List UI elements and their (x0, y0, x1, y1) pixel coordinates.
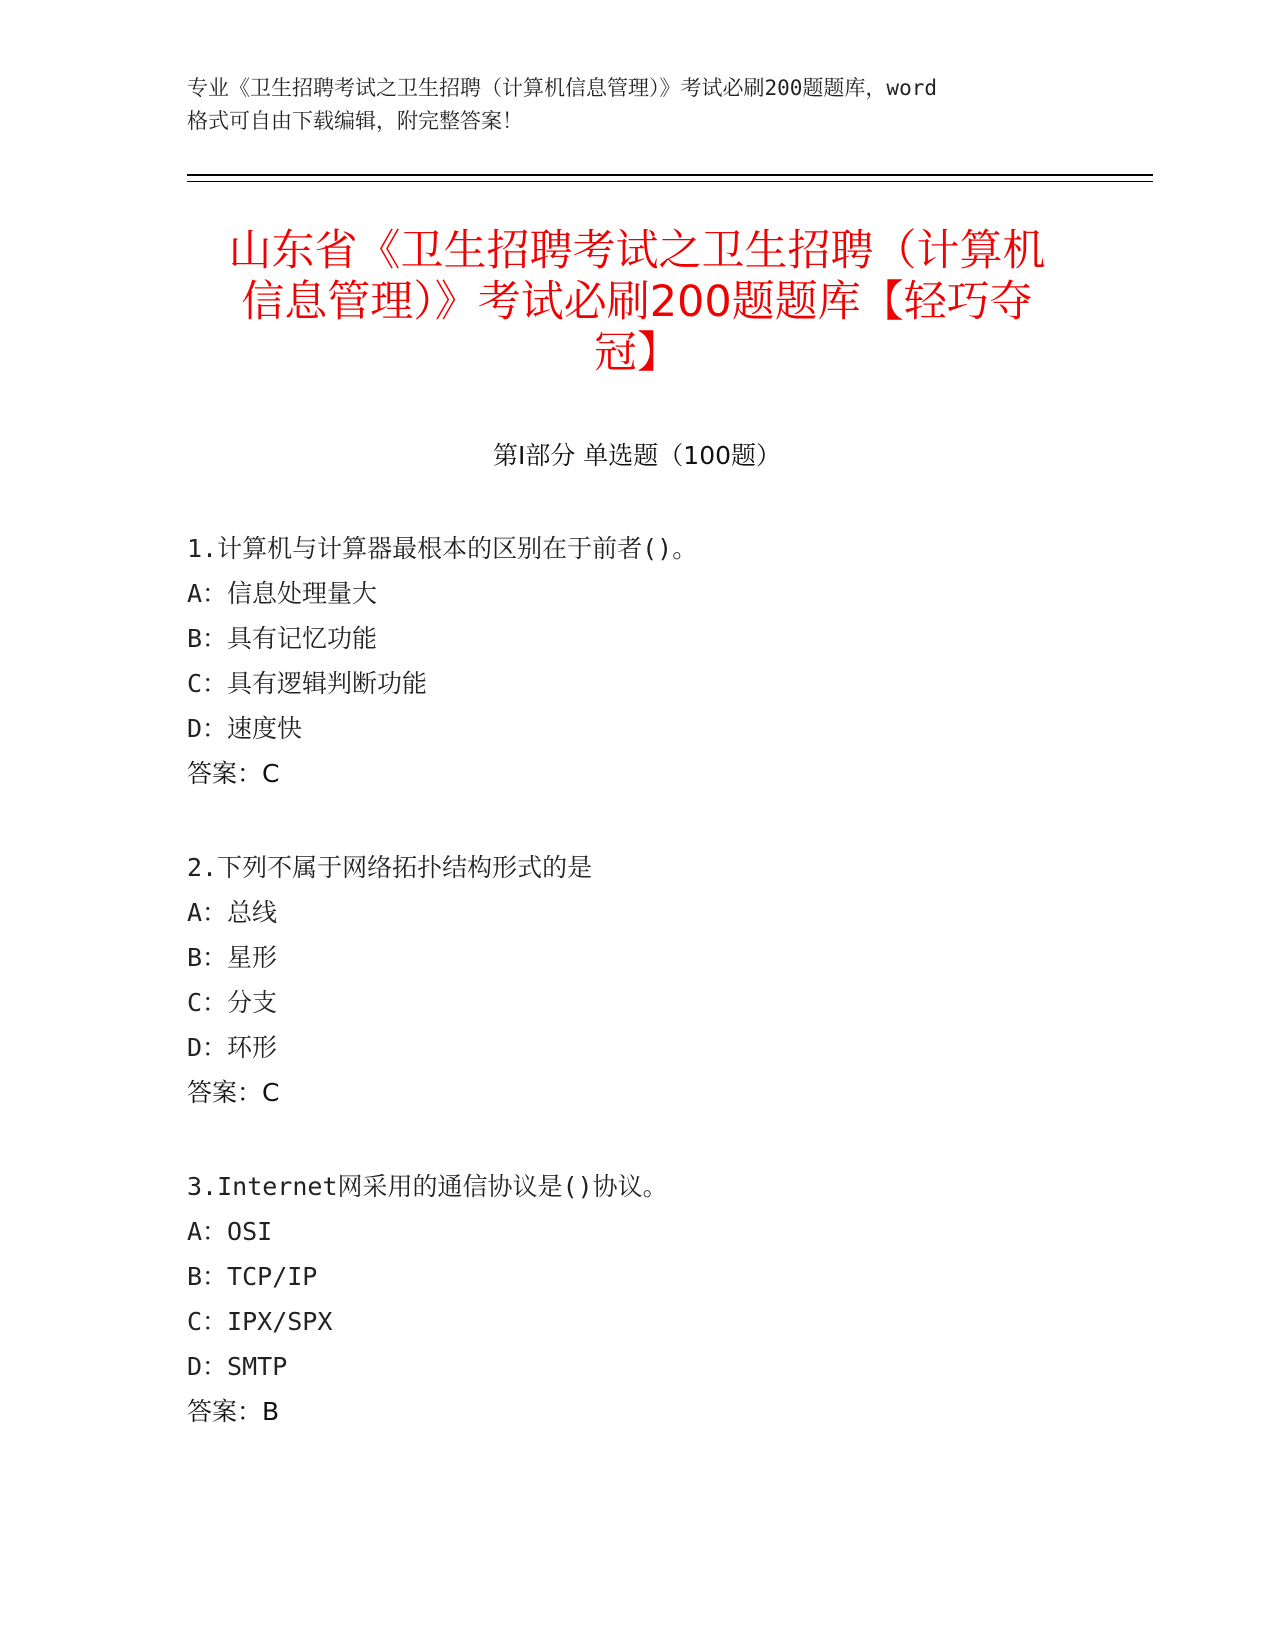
header-note (187, 72, 1087, 138)
header-rule-thick (187, 174, 1153, 176)
option-b: B：星形 (187, 943, 278, 972)
option-a: A：总线 (187, 898, 278, 927)
section-heading: 第Ⅰ部分 单选题（100题） (492, 441, 782, 470)
option-d: D：环形 (187, 1033, 278, 1062)
question-3 (187, 1164, 1147, 1434)
option-c: C：分支 (187, 988, 278, 1017)
answer: 答案：B (187, 1397, 280, 1426)
answer: 答案：C (187, 759, 280, 788)
option-a: A：信息处理量大 (187, 579, 378, 608)
document-title (187, 226, 1087, 379)
question-stem: 3.Internet网采用的通信协议是()协议。 (187, 1172, 668, 1201)
option-d: D：SMTP (187, 1352, 288, 1381)
header-rule-thin (187, 181, 1153, 182)
option-b: B：TCP/IP (187, 1262, 318, 1291)
answer: 答案：C (187, 1078, 280, 1107)
question-1 (187, 526, 1147, 796)
question-stem: 1.计算机与计算器最根本的区别在于前者()。 (187, 534, 698, 563)
option-c: C：IPX/SPX (187, 1307, 333, 1336)
option-b: B：具有记忆功能 (187, 624, 378, 653)
option-a: A：OSI (187, 1217, 273, 1246)
header-note-line-1: 专业《卫生招聘考试之卫生招聘（计算机信息管理）》考试必刷200题题库，word (187, 76, 937, 100)
document-title-line-1: 山东省《卫生招聘考试之卫生招聘（计算机 (228, 226, 1046, 276)
document-title-line-3: 冠】 (594, 328, 680, 378)
header-note-line-2: 格式可自由下载编辑，附完整答案！ (187, 109, 523, 133)
option-c: C：具有逻辑判断功能 (187, 669, 428, 698)
question-2 (187, 845, 1147, 1115)
document-title-line-2: 信息管理）》考试必刷200题题库【轻巧夺 (241, 277, 1033, 327)
option-d: D：速度快 (187, 714, 303, 743)
question-stem: 2.下列不属于网络拓扑结构形式的是 (187, 853, 593, 882)
